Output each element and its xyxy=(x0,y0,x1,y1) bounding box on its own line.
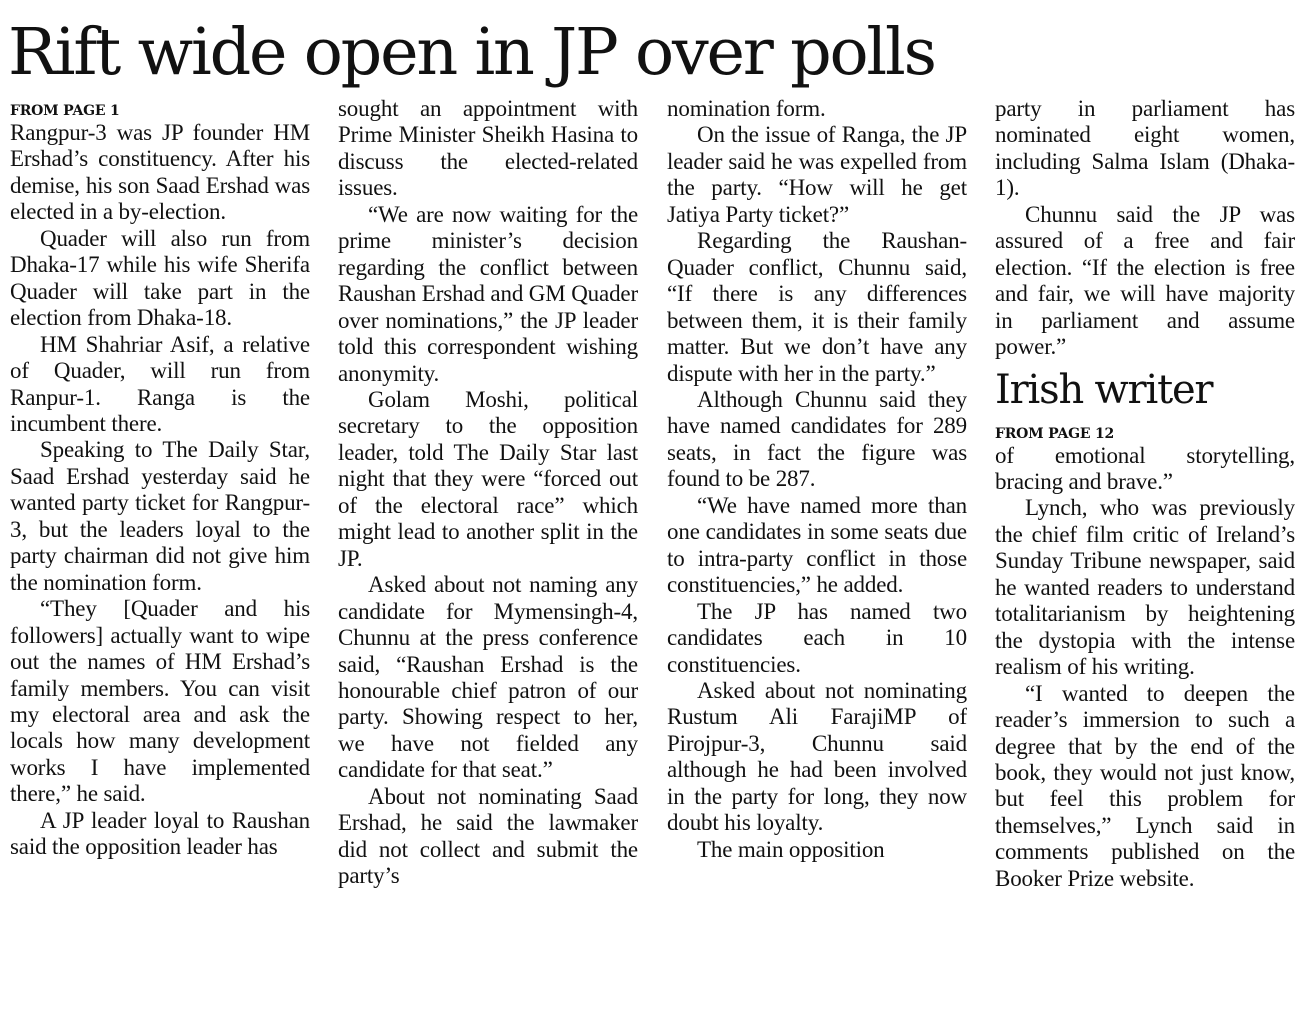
paragraph: Although Chunnu said they have named candidates for 289 seats, in fact the figure was found to be 287. xyxy=(667,386,967,492)
article-column-1 xyxy=(10,96,310,1001)
paragraph: A JP leader loyal to Raushan said the opposition leader has xyxy=(10,807,310,860)
article-column-3 xyxy=(667,96,967,1001)
paragraph: Lynch, who was previously the chief film critic of Ireland’s Sunday Tribune newspaper, said he wanted readers to understand totalitarianism by heightening the dystopia with the intense realism of his writing. xyxy=(995,495,1295,680)
second-article-headline: Irish writer xyxy=(995,366,1213,413)
paragraph: party in parliament has nominated eight women, including Salma Islam (Dhaka-1). xyxy=(995,96,1295,201)
paragraph: Speaking to The Daily Star, Saad Ershad yesterday said he wanted party ticket for Rangpur-3, but the leaders loyal to the party chairman did not give him the nomination form. xyxy=(10,437,310,595)
paragraph: “They [Quader and his followers] actually want to wipe out the names of HM Ershad’s family members. You can visit my electoral area and ask the locals how many development works I have implemented there,” he said. xyxy=(10,596,310,807)
paragraph: “We have named more than one candidates in some seats due to intra-party conflict in those constituencies,” he added. xyxy=(667,492,967,598)
paragraph: About not nominating Saad Ershad, he said the lawmaker did not collect and submit the party’s xyxy=(338,783,638,889)
second-article-kicker: FROM PAGE 12 xyxy=(995,425,1115,442)
paragraph: Quader will also run from Dhaka-17 while his wife Sherifa Quader will take part in the election from Dhaka-18. xyxy=(10,225,310,331)
paragraph: Golam Moshi, political secretary to the opposition leader, told The Daily Star last night that they were “forced out of the electoral race” which might lead to another split in the JP. xyxy=(338,386,638,571)
article-column-2 xyxy=(338,96,638,1001)
paragraph: Rangpur-3 was JP founder HM Ershad’s constituency. After his demise, his son Saad Ershad was elected in a by-election. xyxy=(10,120,310,225)
paragraph: HM Shahriar Asif, a relative of Quader, will run from Ranpur-1. Ranga is the incumbent there. xyxy=(10,331,310,436)
continuation-kicker: FROM PAGE 1 xyxy=(10,103,120,119)
paragraph: of emotional storytelling, bracing and brave.” xyxy=(995,442,1295,494)
paragraph: On the issue of Ranga, the JP leader said he was expelled from the party. “How will he get Jatiya Party ticket?” xyxy=(667,122,967,227)
paragraph: Asked about not naming any candidate for Mymensingh-4, Chunnu at the press conference said, “Raushan Ershad is the honourable chief patron of our party. Showing respect to her, we have not fielded any candidate for that seat.” xyxy=(338,572,638,783)
paragraph: “I wanted to deepen the reader’s immersion to such a degree that by the end of the book, they would not just know, but feel this problem for themselves,” Lynch said in comments published on the Booker Prize website. xyxy=(995,680,1295,891)
paragraph: sought an appointment with Prime Minister Sheikh Hasina to discuss the elected-related issues. xyxy=(338,96,638,201)
paragraph: Regarding the Raushan-Quader conflict, Chunnu said, “If there is any differences between them, it is their family matter. But we don’t have any dispute with her in the party.” xyxy=(667,228,967,386)
article-headline: Rift wide open in JP over polls xyxy=(8,15,935,90)
paragraph: The main opposition xyxy=(697,836,885,862)
paragraph: “We are now waiting for the prime minister’s decision regarding the conflict between Raushan Ershad and GM Quader over nominations,” the JP leader told this correspondent wishing anonymity. xyxy=(338,201,638,386)
article-column-4 xyxy=(995,96,1295,1001)
paragraph: The JP has named two candidates each in 10 constituencies. xyxy=(667,598,967,677)
paragraph: nomination form. xyxy=(667,96,826,121)
paragraph: Asked about not nominating Rustum Ali FarajiMP of Pirojpur-3, Chunnu said although he had been involved in the party for long, they now doubt his loyalty. xyxy=(667,677,967,836)
paragraph: Chunnu said the JP was assured of a free and fair election. “If the election is free and fair, we will have majority in parliament and assume power.” xyxy=(995,201,1295,360)
